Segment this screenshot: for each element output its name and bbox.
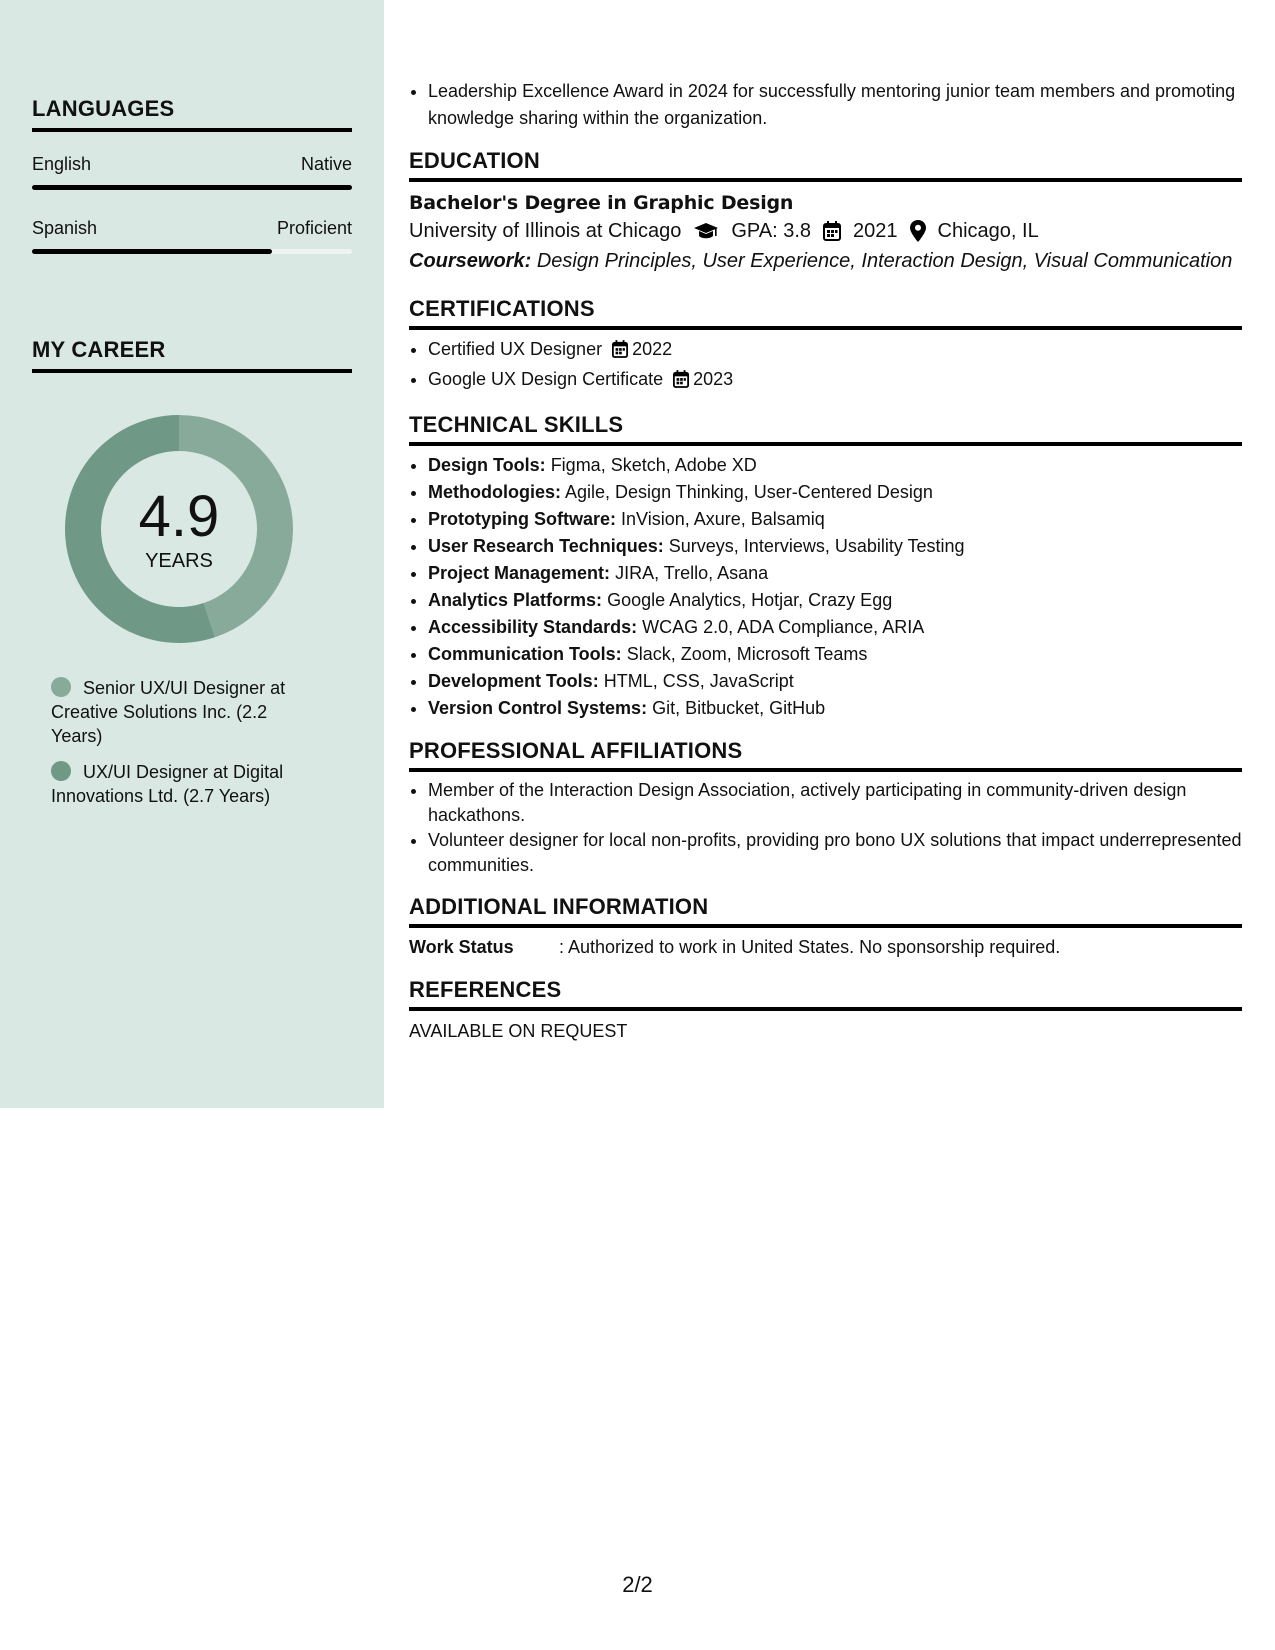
language-level: Native <box>300 154 352 174</box>
skill-label: Version Control Systems: <box>428 698 648 718</box>
certifications-section <box>409 296 1242 396</box>
language-name: Spanish <box>32 218 98 238</box>
career-donut-chart <box>65 415 293 643</box>
career-total-years: 4.9 <box>138 484 220 549</box>
education-location: Chicago, IL <box>937 220 1039 242</box>
career-section <box>32 337 352 373</box>
skills-list <box>409 452 1242 722</box>
work-status-value: : Authorized to work in United States. No sponsorship required. <box>559 937 1061 957</box>
references-text: AVAILABLE ON REQUEST <box>409 1021 628 1041</box>
certification-name: Certified UX Designer <box>428 339 603 359</box>
certification-name: Google UX Design Certificate <box>428 369 664 389</box>
skill-value: Figma, Sketch, Adobe XD <box>550 455 757 475</box>
sidebar <box>0 0 384 1108</box>
skill-item <box>428 668 1242 695</box>
education-details <box>409 216 1242 246</box>
references-section <box>409 977 1242 1042</box>
skill-item <box>428 452 1242 479</box>
affiliation-item: • Volunteer designer for local non-profits, providing pro bono UX solutions that impact underrepresented communities. <box>428 828 1242 878</box>
skill-value: Agile, Design Thinking, User-Centered Design <box>565 482 933 502</box>
skill-item <box>428 587 1242 614</box>
language-bar <box>32 185 352 190</box>
certification-year: 2023 <box>693 369 734 389</box>
skill-label: User Research Techniques: <box>428 536 664 556</box>
education-section <box>409 148 1242 276</box>
skill-label: Prototyping Software: <box>428 509 616 529</box>
languages-section <box>32 96 352 254</box>
skill-label: Analytics Platforms: <box>428 590 603 610</box>
skill-item <box>428 695 1242 722</box>
language-bar-fill <box>32 249 272 254</box>
skill-label: Development Tools: <box>428 671 599 691</box>
skills-title: TECHNICAL SKILLS <box>409 412 1242 446</box>
language-bar-fill <box>32 185 352 190</box>
legend-dot <box>51 761 71 781</box>
language-item-english <box>32 154 352 190</box>
skill-item <box>428 560 1242 587</box>
page-number: 2/2 <box>622 1572 653 1597</box>
graduation-cap-icon <box>693 221 719 241</box>
skill-value: Slack, Zoom, Microsoft Teams <box>626 644 868 664</box>
career-legend <box>51 676 301 820</box>
skill-item <box>428 614 1242 641</box>
additional-info-section <box>409 894 1242 961</box>
skill-item <box>428 533 1242 560</box>
awards-list <box>409 78 1242 132</box>
language-item-spanish <box>32 218 352 254</box>
coursework <box>409 246 1242 276</box>
skill-value: WCAG 2.0, ADA Compliance, ARIA <box>642 617 925 637</box>
certification-year: 2022 <box>632 339 673 359</box>
main-content <box>409 78 1242 1042</box>
skill-value: JIRA, Trello, Asana <box>615 563 769 583</box>
award-item: • Leadership Excellence Award in 2024 for successfully mentoring junior team members and promoting knowledge sharing within the organization. <box>428 78 1242 132</box>
certification-item <box>428 366 1242 396</box>
work-status-label: Work Status <box>409 937 514 957</box>
certifications-title: CERTIFICATIONS <box>409 296 1242 330</box>
skill-value: Surveys, Interviews, Usability Testing <box>668 536 965 556</box>
skill-value: Google Analytics, Hotjar, Crazy Egg <box>607 590 893 610</box>
skill-item <box>428 641 1242 668</box>
calendar-icon <box>612 339 628 366</box>
education-title: EDUCATION <box>409 148 1242 182</box>
skill-item <box>428 479 1242 506</box>
skills-section <box>409 412 1242 722</box>
language-bar <box>32 249 352 254</box>
work-status-row <box>409 934 1242 961</box>
references-title: REFERENCES <box>409 977 1242 1011</box>
career-item-label: UX/UI Designer at Digital Innovations Ltd. (2.7 Years) <box>51 762 284 806</box>
coursework-label: Coursework: <box>409 250 532 272</box>
career-total-unit: YEARS <box>145 550 213 572</box>
calendar-icon <box>823 221 841 241</box>
career-legend-item <box>51 676 301 748</box>
career-title: MY CAREER <box>32 337 352 373</box>
coursework-value: Design Principles, User Experience, Interaction Design, Visual Communication <box>536 250 1233 272</box>
languages-title: LANGUAGES <box>32 96 352 132</box>
calendar-icon <box>673 369 689 396</box>
additional-info-title: ADDITIONAL INFORMATION <box>409 894 1242 928</box>
affiliations-section <box>409 738 1242 878</box>
graduation-year: 2021 <box>853 220 898 242</box>
school-name: University of Illinois at Chicago <box>409 220 682 242</box>
career-item-label: Senior UX/UI Designer at Creative Solutions Inc. (2.2 Years) <box>51 678 286 746</box>
skill-value: HTML, CSS, JavaScript <box>603 671 794 691</box>
legend-dot <box>51 677 71 697</box>
language-name: English <box>32 154 92 174</box>
skill-label: Methodologies: <box>428 482 561 502</box>
career-legend-item <box>51 760 301 808</box>
certifications-list <box>409 336 1242 396</box>
affiliation-item: • Member of the Interaction Design Association, actively participating in community-driven design hackathons. <box>428 778 1242 828</box>
skill-value: Git, Bitbucket, GitHub <box>652 698 826 718</box>
gpa: GPA: 3.8 <box>731 220 812 242</box>
skill-label: Design Tools: <box>428 455 546 475</box>
language-level: Proficient <box>276 218 352 238</box>
skill-value: InVision, Axure, Balsamiq <box>621 509 825 529</box>
skill-item <box>428 506 1242 533</box>
skill-label: Accessibility Standards: <box>428 617 638 637</box>
affiliations-title: PROFESSIONAL AFFILIATIONS <box>409 738 1242 772</box>
skill-label: Project Management: <box>428 563 611 583</box>
degree-title: Bachelor's Degree in Graphic Design <box>409 192 794 214</box>
location-pin-icon <box>910 220 926 242</box>
skill-label: Communication Tools: <box>428 644 622 664</box>
affiliations-list <box>409 778 1242 878</box>
certification-item <box>428 336 1242 366</box>
